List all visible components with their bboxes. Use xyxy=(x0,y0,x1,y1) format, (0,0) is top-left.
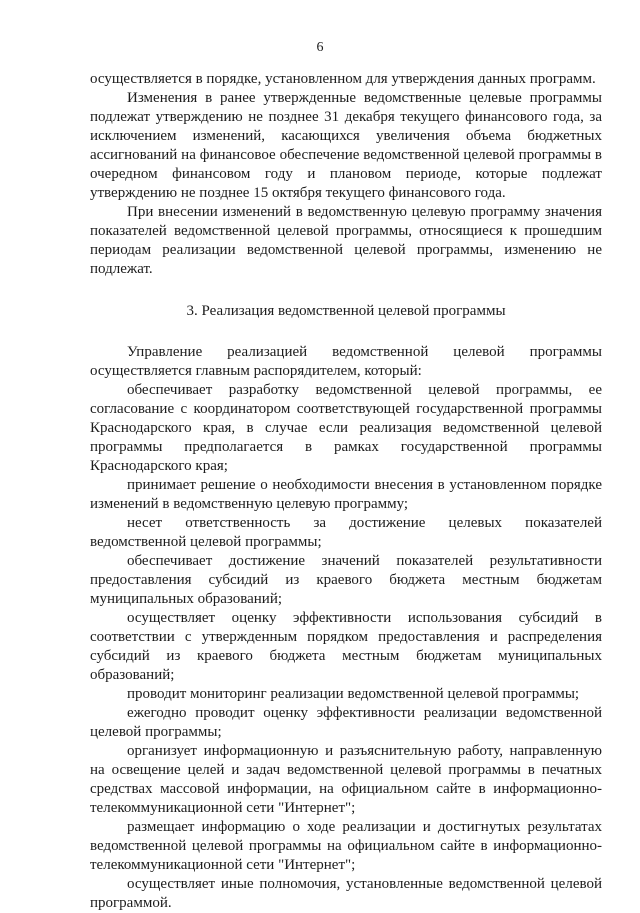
list-item-publishing: размещает информацию о ходе реализации и достигнутых результатах ведомственной целевой программы на официальном сайте в информационно-телекоммуникационной сети "Интернет"; xyxy=(90,819,602,873)
paragraph-past-indicators: При внесении изменений в ведомственную целевую программу значения показателей ведомственной целевой программы, относящиеся к прошедшим периодам реализации ведомственной целевой программы, изменению не подлежат. xyxy=(90,204,602,277)
list-item-subsidy-evaluation: осуществляет оценку эффективности использования субсидий в соответствии с утвержденным порядком предоставления и распределения субсидий из краевого бюджета местным бюджетам муниципальных образований; xyxy=(90,610,602,683)
list-item-development: обеспечивает разработку ведомственной целевой программы, ее согласование с координатором соответствующей государственной программы Краснодарского края, в случае если реализация ведомственной целевой программы предполагается в рамках государственной программы Краснодарского края; xyxy=(90,382,602,474)
list-item-amendment-decision: принимает решение о необходимости внесения в установленном порядке изменений в ведомственную целевую программу; xyxy=(90,477,602,512)
section-heading: 3. Реализация ведомственной целевой программы xyxy=(186,303,506,319)
list-item-annual-assessment: ежегодно проводит оценку эффективности реализации ведомственной целевой программы; xyxy=(90,705,602,740)
list-item-other-powers: осуществляет иные полномочия, установленные ведомственной целевой программой. xyxy=(90,876,602,911)
paragraph-management-intro: Управление реализацией ведомственной целевой программы осуществляется главным распорядителем, который: xyxy=(90,344,602,379)
list-item-information-work: организует информационную и разъяснительную работу, направленную на освещение целей и задач ведомственной целевой программы в печатных средствах массовой информации, на официальном сайте в информационно-телекоммуникационной сети "Интернет"; xyxy=(90,743,602,816)
document-body xyxy=(90,70,602,913)
page-number: 6 xyxy=(316,40,324,55)
paragraph-continuation: осуществляется в порядке, установленном для утверждения данных программ. xyxy=(90,71,596,87)
list-item-responsibility: несет ответственность за достижение целевых показателей ведомственной целевой программы; xyxy=(90,515,602,550)
list-item-subsidy-results: обеспечивает достижение значений показателей результативности предоставления субсидий из краевого бюджета местным бюджетам муниципальных образований; xyxy=(90,553,602,607)
list-item-monitoring: проводит мониторинг реализации ведомственной целевой программы; xyxy=(127,686,580,702)
paragraph-amendments-deadline: Изменения в ранее утвержденные ведомственные целевые программы подлежат утверждению не позднее 31 декабря текущего финансового года, за исключением изменений, касающихся увеличения объема бюджетных ассигнований на финансовое обеспечение ведомственной целевой программы в очередном финансовом году и плановом периоде, которые подлежат утверждению не позднее 15 октября текущего финансового года. xyxy=(90,90,602,201)
